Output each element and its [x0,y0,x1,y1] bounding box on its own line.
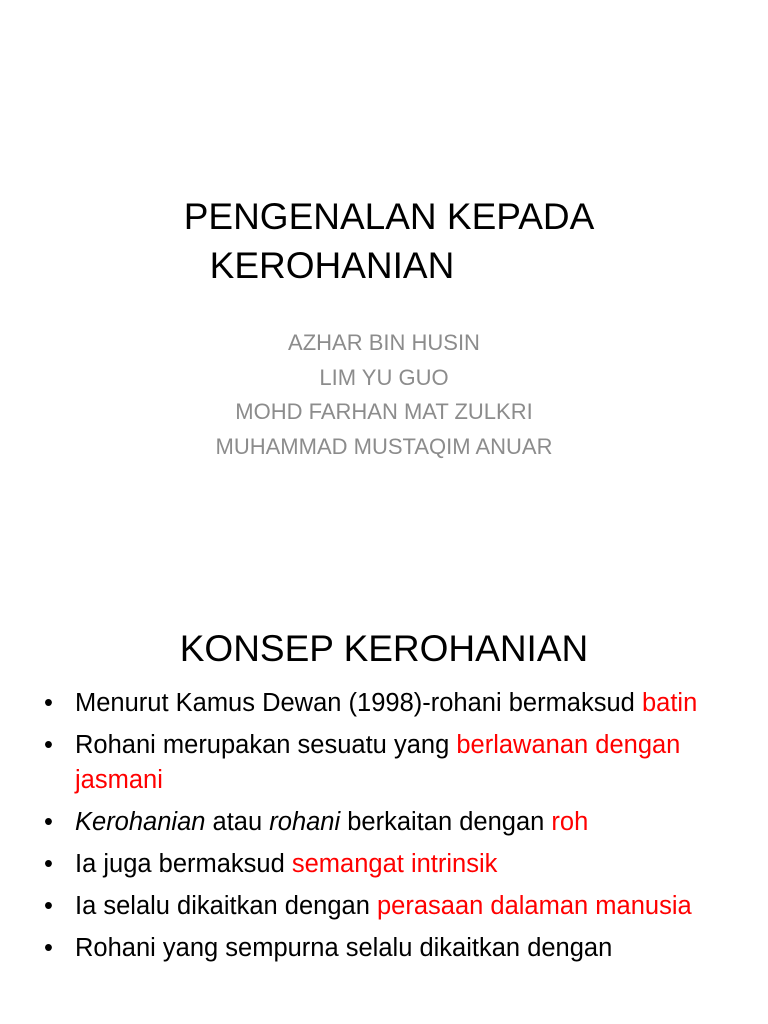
title-line-1: PENGENALAN KEPADA [183,196,595,237]
bullet-item [44,847,744,882]
presentation-title [0,192,768,290]
italic-term: rohani [269,808,341,836]
bullet-item [44,728,744,798]
author-list [0,326,768,464]
bullet-text: Rohani yang sempurna selalu dikaitkan dengan [75,934,613,962]
highlight-text: batin [641,689,698,717]
bullet-item [44,805,744,840]
highlight-text: roh [551,808,589,836]
bullet-text: Menurut Kamus Dewan (1998)-rohani bermaksud [75,689,642,717]
highlight-text: berlawanan dengan jasmani [75,731,681,794]
bullet-list [44,686,744,973]
bullet-icon: • [44,892,53,920]
italic-term: Kerohanian [75,808,206,836]
bullet-icon: • [44,808,53,836]
bullet-icon: • [44,731,53,759]
author-name: AZHAR BIN HUSIN [288,330,480,355]
slide-title: KONSEP KEROHANIAN [179,628,589,669]
bullet-text: Rohani merupakan sesuatu yang [75,731,457,759]
bullet-text: berkaitan dengan [340,808,552,836]
bullet-icon: • [44,850,53,878]
bullet-item [44,931,744,966]
author-name: LIM YU GUO [319,364,449,390]
highlight-text: perasaan dalaman manusia [376,892,692,920]
bullet-icon: • [44,689,53,717]
bullet-item [44,889,744,924]
author-name: MOHD FARHAN MAT ZULKRI [235,399,533,425]
author-name: MUHAMMAD MUSTAQIM ANUAR [215,433,553,459]
highlight-text: semangat intrinsik [291,850,498,878]
title-line-2: KEROHANIAN [209,245,455,286]
bullet-text: Ia selalu dikaitkan dengan [75,892,377,920]
bullet-item [44,686,744,721]
bullet-icon: • [44,934,53,962]
bullet-text: atau [205,808,270,836]
concept-slide [0,576,768,1024]
bullet-text: Ia juga bermaksud [75,850,292,878]
